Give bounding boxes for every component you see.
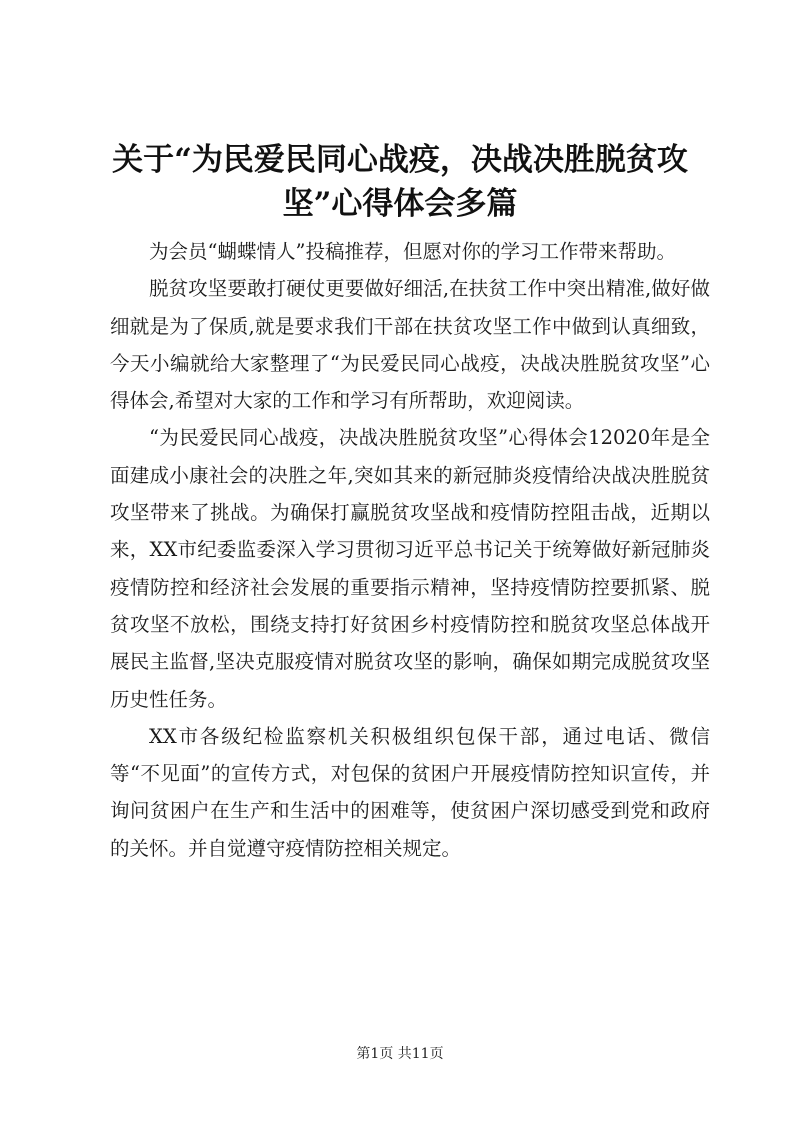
document-title: 关于“为民爱民同心战疫，决战决胜脱贫攻坚”心得体会多篇: [112, 142, 688, 222]
document-body: [110, 233, 710, 867]
paragraph-essay-1: “为民爱民同心战疫，决战决胜脱贫攻坚”心得体会12020年是全面建成小康社会的决胜之年,突如其来的新冠肺炎疫情给决战决胜脱贫攻坚带来了挑战。为确保打赢脱贫攻坚战和疫情防控阻击战，近期以来，XX市纪委监委深入学习贯彻习近平总书记关于统筹做好新冠肺炎疫情防控和经济社会发展的重要指示精神，坚持疫情防控要抓紧、脱贫攻坚不放松，围绕支持打好贫困乡村疫情防控和脱贫攻坚总体战开展民主监督,坚决克服疫情对脱贫攻坚的影响，确保如期完成脱贫攻坚历史性任务。: [110, 426, 710, 711]
page-number-footer: 第1页 共11页: [356, 1046, 444, 1062]
paragraph-essay-2: XX市各级纪检监察机关积极组织包保干部，通过电话、微信等“不见面”的宣传方式，对包保的贫困户开展疫情防控知识宣传，并询问贫困户在生产和生活中的困难等，使贫困户深切感受到党和政府的关怀。并自觉遵守疫情防控相关规定。: [110, 724, 710, 860]
paragraph-intro: 为会员“蝴蝶情人”投稿推荐，但愿对你的学习工作带来帮助。: [149, 240, 676, 263]
paragraph-summary: 脱贫攻坚要敢打硬仗更要做好细活,在扶贫工作中突出精准,做好做细就是为了保质,就是要求我们干部在扶贫攻坚工作中做到认真细致，今天小编就给大家整理了“为民爱民同心战疫，决战决胜脱贫攻坚”心得体会,希望对大家的工作和学习有所帮助，欢迎阅读。: [110, 277, 710, 413]
